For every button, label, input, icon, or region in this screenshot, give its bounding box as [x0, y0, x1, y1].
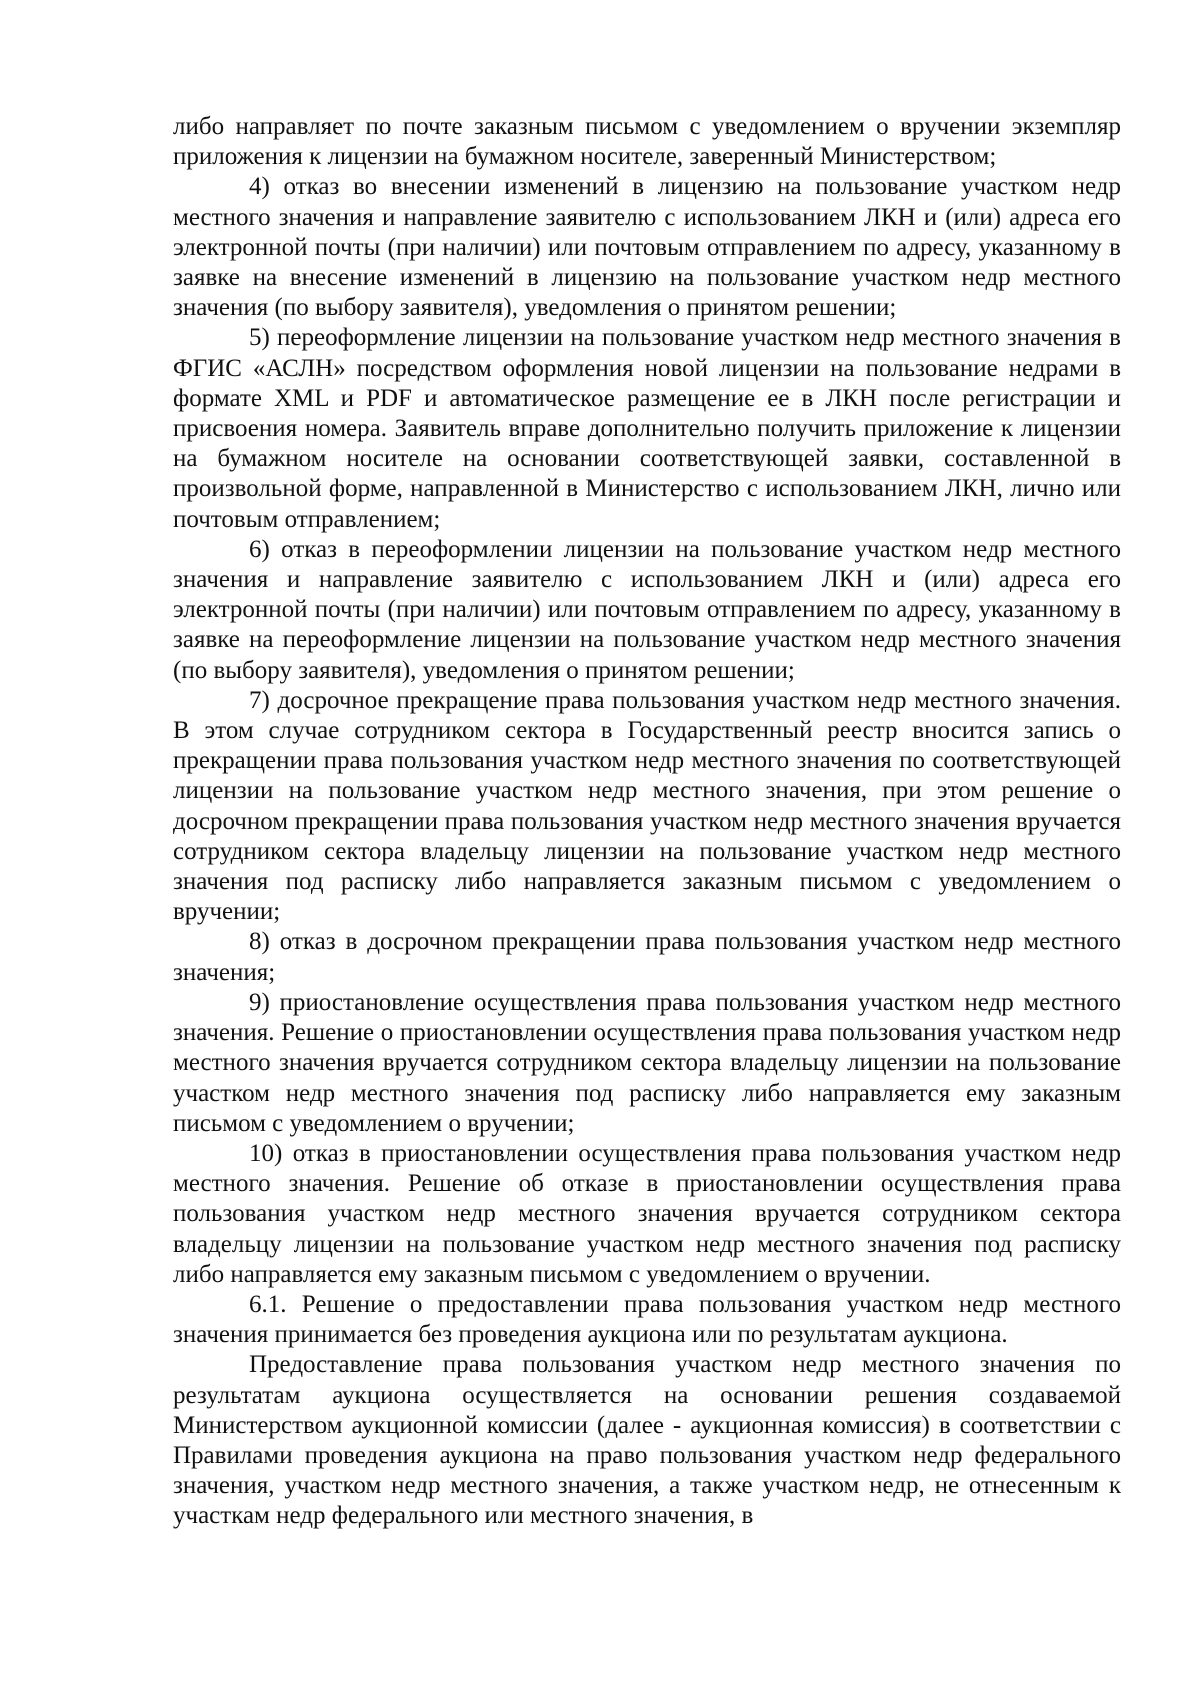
paragraph-continuation: либо направляет по почте заказным письмом с уведомлением о вручении экземпляр приложения к лицензии на бумажном носителе, заверенный Министерством;: [173, 113, 1121, 171]
paragraph-item-6: 6) отказ в переоформлении лицензии на пользование участком недр местного значения и направление заявителю с использованием ЛКН и (или) адреса его электронной почты (при наличии) или почтовым отправлением по адресу, указанному в заявке на переоформление лицензии на пользование участком недр местного значения (по выбору заявителя), уведомления о принятом решении;: [173, 535, 1121, 684]
document-page: [173, 112, 1121, 1532]
paragraph-item-9: 9) приостановление осуществления права пользования участком недр местного значения. Решение о приостановлении осуществления права пользования участком недр местного значения вручается сотрудником сектора владельцу лицензии на пользование участком недр местного значения под расписку либо направляется ему заказным письмом с уведомлением о вручении;: [173, 988, 1121, 1137]
paragraph-item-7: 7) досрочное прекращение права пользования участком недр местного значения. В этом случае сотрудником сектора в Государственный реестр вносится запись о прекращении права пользования участком недр местного значения по соответствующей лицензии на пользование участком недр местного значения, при этом решение о досрочном прекращении права пользования участком недр местного значения вручается сотрудником сектора владельцу лицензии на пользование участком недр местного значения под расписку либо направляется заказным письмом с уведомлением о вручении;: [173, 686, 1121, 926]
paragraph-item-8: 8) отказ в досрочном прекращении права пользования участком недр местного значения;: [173, 928, 1121, 986]
paragraph-auction: Предоставление права пользования участком недр местного значения по результатам аукциона осуществляется на основании решения создаваемой Министерством аукционной комиссии (далее - аукционная комиссия) в соответствии с Правилами проведения аукциона на право пользования участком недр федерального значения, участком недр местного значения, а также участком недр, не отнесенным к участкам недр федерального или местного значения, в: [173, 1351, 1121, 1530]
paragraph-item-4: 4) отказ во внесении изменений в лицензию на пользование участком недр местного значения и направление заявителю с использованием ЛКН и (или) адреса его электронной почты (при наличии) или почтовым отправлением по адресу, указанному в заявке на внесение изменений в лицензию на пользование участком недр местного значения (по выбору заявителя), уведомления о принятом решении;: [173, 173, 1121, 322]
paragraph-item-5: 5) переоформление лицензии на пользование участком недр местного значения в ФГИС «АСЛН» посредством оформления новой лицензии на пользование недрами в формате XML и PDF и автоматическое размещение ее в ЛКН после регистрации и присвоения номера. Заявитель вправе дополнительно получить приложение к лицензии на бумажном носителе на основании соответствующей заявки, составленной в произвольной форме, направленной в Министерство с использованием ЛКН, лично или почтовым отправлением;: [173, 324, 1121, 533]
paragraph-item-10: 10) отказ в приостановлении осуществления права пользования участком недр местного значения. Решение об отказе в приостановлении осуществления права пользования участком недр местного значения вручается сотрудником сектора владельцу лицензии на пользование участком недр местного значения под расписку либо направляется ему заказным письмом с уведомлением о вручении.: [173, 1139, 1121, 1288]
paragraph-section-6-1: 6.1. Решение о предоставлении права пользования участком недр местного значения принимается без проведения аукциона или по результатам аукциона.: [173, 1290, 1121, 1349]
